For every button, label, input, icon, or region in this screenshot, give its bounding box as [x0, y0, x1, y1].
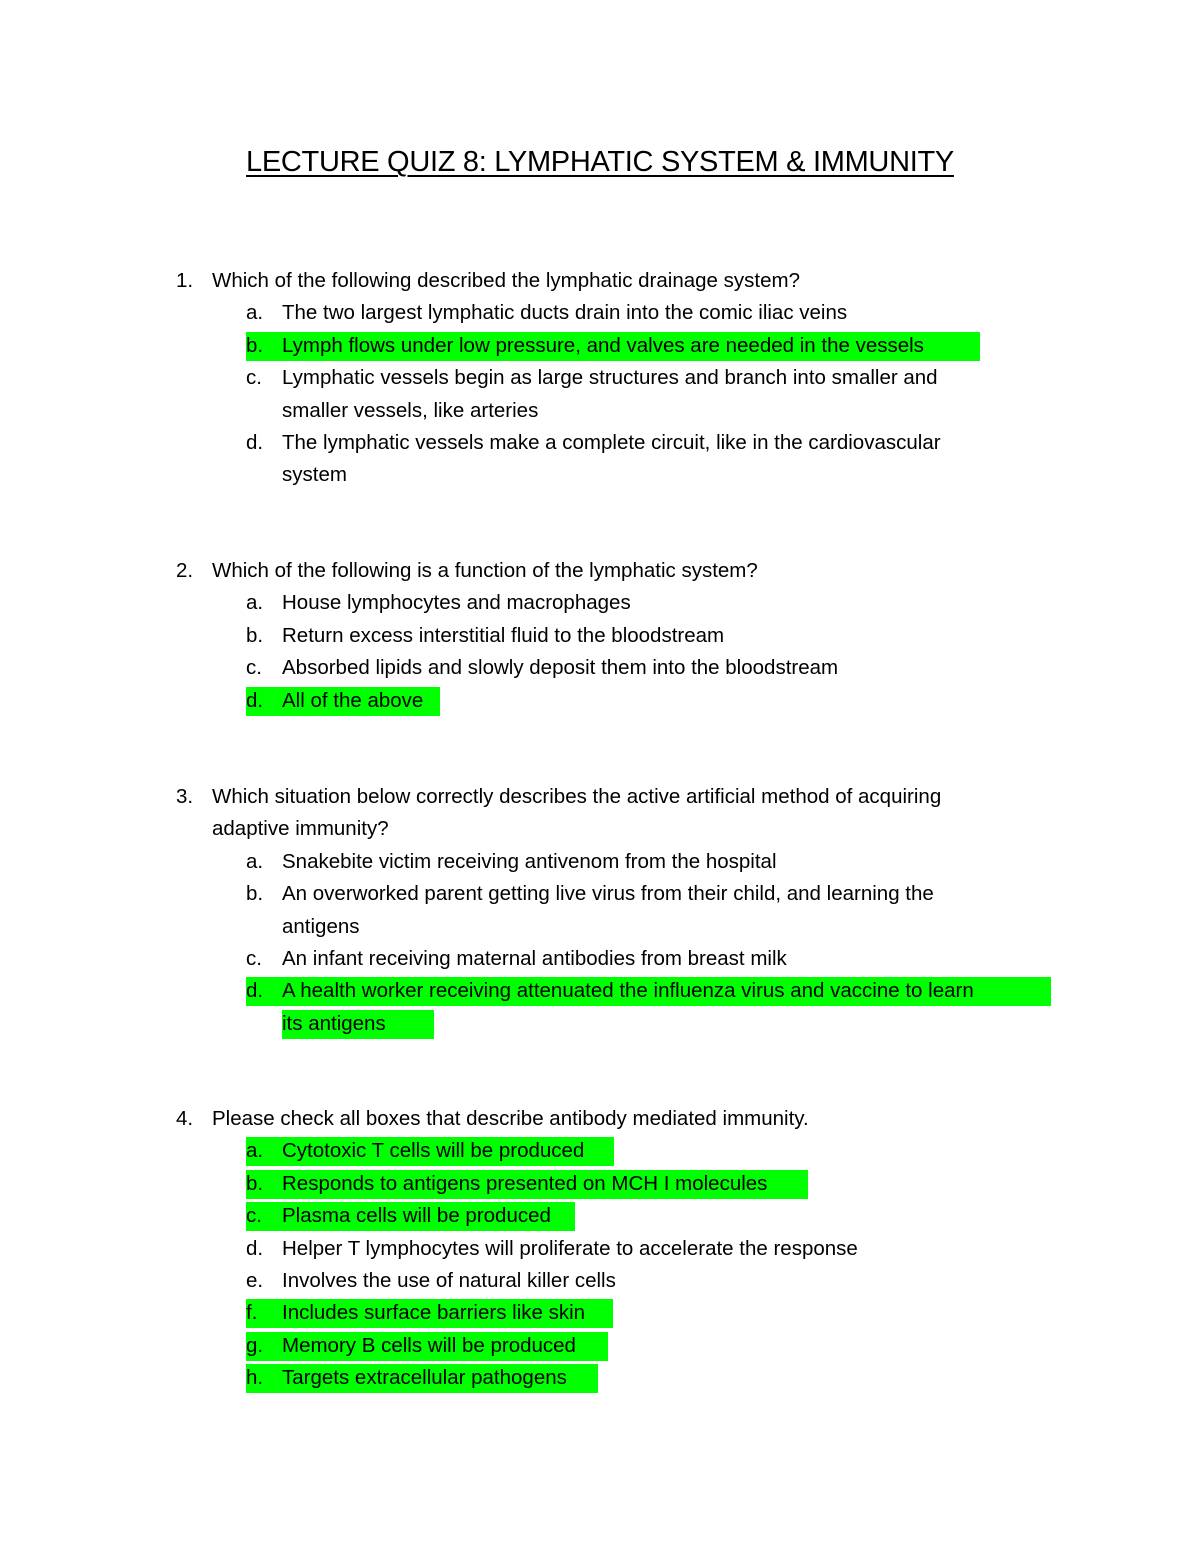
answer-letter: d. — [246, 688, 264, 712]
answer-option-d — [0, 975, 1200, 1040]
answer-letter: b. — [246, 623, 264, 647]
answer-text: The lymphatic vessels make a complete circuit, like in the cardiovascular — [282, 430, 941, 454]
answer-option-line — [0, 297, 1200, 329]
answer-option-b — [0, 330, 1200, 362]
answer-text: Memory B cells will be produced — [282, 1333, 576, 1357]
answer-letter: c. — [246, 1204, 262, 1228]
answer-letter: f. — [246, 1301, 258, 1325]
answer-letter: b. — [246, 1171, 264, 1195]
answer-letter: b. — [246, 333, 264, 357]
answer-option-line — [0, 1008, 1200, 1040]
answer-text: antigens — [282, 914, 360, 938]
answer-option-a — [0, 846, 1200, 878]
answer-option-a — [0, 587, 1200, 619]
answer-option-c — [0, 943, 1200, 975]
question-number: 3. — [176, 785, 194, 808]
answer-text: Cytotoxic T cells will be produced — [282, 1139, 585, 1163]
answer-text: Lymphatic vessels begin as large structures and branch into smaller and — [282, 366, 938, 390]
question-text-line — [0, 1103, 1200, 1135]
answer-option-a — [0, 1135, 1200, 1167]
question-number: 4. — [176, 1107, 194, 1130]
answer-letter: c. — [246, 366, 262, 390]
answer-option-line — [0, 878, 1200, 910]
answer-option-line — [0, 652, 1200, 684]
answer-option-b — [0, 1168, 1200, 1200]
answer-option-d — [0, 427, 1200, 492]
answer-text: A health worker receiving attenuated the influenza virus and vaccine to learn — [282, 979, 974, 1003]
answer-option-line — [0, 427, 1200, 459]
answer-letter: a. — [246, 849, 264, 873]
question-text: Please check all boxes that describe antibody mediated immunity. — [212, 1107, 809, 1130]
answer-option-line — [0, 911, 1200, 943]
answer-option-line — [0, 395, 1200, 427]
question-1 — [0, 265, 1200, 492]
answer-letter: g. — [246, 1333, 264, 1357]
answer-option-line — [0, 1297, 1200, 1329]
answer-text: Involves the use of natural killer cells — [282, 1268, 616, 1292]
answer-text: Return excess interstitial fluid to the bloodstream — [282, 623, 725, 647]
question-text-line — [0, 813, 1200, 845]
answer-option-line — [0, 330, 1200, 362]
answer-options — [0, 587, 1200, 717]
answer-option-h — [0, 1362, 1200, 1394]
question-number: 2. — [176, 559, 194, 582]
answer-option-line — [0, 943, 1200, 975]
answer-option-b — [0, 878, 1200, 943]
answer-option-line — [0, 1135, 1200, 1167]
answer-options — [0, 846, 1200, 1040]
question-text: Which of the following described the lymphatic drainage system? — [212, 269, 800, 292]
answer-option-line — [0, 620, 1200, 652]
answer-letter: d. — [246, 430, 264, 454]
answer-option-line — [0, 1265, 1200, 1297]
answer-option-c — [0, 362, 1200, 427]
answer-text: Absorbed lipids and slowly deposit them into the bloodstream — [282, 656, 839, 680]
answer-option-e — [0, 1265, 1200, 1297]
question-text-line — [0, 265, 1200, 297]
answer-option-line — [0, 1200, 1200, 1232]
question-4 — [0, 1103, 1200, 1395]
answer-text: An overworked parent getting live virus from their child, and learning the — [282, 882, 934, 906]
answer-option-line — [0, 459, 1200, 491]
answer-option-line — [0, 1168, 1200, 1200]
answer-option-f — [0, 1297, 1200, 1329]
answer-option-d — [0, 1233, 1200, 1265]
question-text: Which situation below correctly describes the active artificial method of acquiring — [212, 785, 942, 808]
answer-letter: c. — [246, 946, 262, 970]
answer-text: Snakebite victim receiving antivenom from the hospital — [282, 849, 777, 873]
answer-text: Plasma cells will be produced — [282, 1204, 551, 1228]
answer-option-g — [0, 1330, 1200, 1362]
answer-letter: b. — [246, 882, 264, 906]
answer-option-line — [0, 1362, 1200, 1394]
question-number: 1. — [176, 269, 194, 292]
answer-options — [0, 297, 1200, 491]
answer-letter: e. — [246, 1268, 264, 1292]
answer-option-line — [0, 846, 1200, 878]
answer-option-line — [0, 1233, 1200, 1265]
question-2 — [0, 555, 1200, 717]
page-title: LECTURE QUIZ 8: LYMPHATIC SYSTEM & IMMUNITY — [246, 146, 954, 178]
answer-option-line — [0, 1330, 1200, 1362]
question-3 — [0, 781, 1200, 1040]
question-text-line — [0, 781, 1200, 813]
answer-letter: c. — [246, 656, 262, 680]
question-text: Which of the following is a function of the lymphatic system? — [212, 559, 758, 582]
answer-option-b — [0, 620, 1200, 652]
answer-text: Lymph flows under low pressure, and valves are needed in the vessels — [282, 333, 924, 357]
answer-text: All of the above — [282, 688, 424, 712]
answer-letter: a. — [246, 591, 264, 615]
answer-letter: a. — [246, 301, 264, 325]
answer-letter: a. — [246, 1139, 264, 1163]
answer-text: The two largest lymphatic ducts drain into the comic iliac veins — [282, 301, 848, 325]
answer-text: Targets extracellular pathogens — [282, 1366, 567, 1390]
answer-text: House lymphocytes and macrophages — [282, 591, 631, 615]
question-text-line — [0, 555, 1200, 587]
answer-letter: d. — [246, 979, 264, 1003]
answer-text: system — [282, 463, 347, 487]
answer-letter: h. — [246, 1366, 264, 1390]
answer-text: Helper T lymphocytes will proliferate to accelerate the response — [282, 1236, 858, 1260]
answer-option-line — [0, 685, 1200, 717]
answer-text: its antigens — [282, 1011, 386, 1035]
answer-text: An infant receiving maternal antibodies from breast milk — [282, 946, 787, 970]
answer-option-c — [0, 652, 1200, 684]
answer-text: Responds to antigens presented on MCH I molecules — [282, 1171, 768, 1195]
answer-text: Includes surface barriers like skin — [282, 1301, 586, 1325]
answer-option-d — [0, 685, 1200, 717]
question-text: adaptive immunity? — [212, 817, 389, 841]
answer-option-line — [0, 362, 1200, 394]
answer-option-c — [0, 1200, 1200, 1232]
answer-text: smaller vessels, like arteries — [282, 398, 539, 422]
answer-option-line — [0, 975, 1200, 1007]
answer-option-a — [0, 297, 1200, 329]
answer-option-line — [0, 587, 1200, 619]
answer-letter: d. — [246, 1236, 264, 1260]
answer-options — [0, 1135, 1200, 1394]
